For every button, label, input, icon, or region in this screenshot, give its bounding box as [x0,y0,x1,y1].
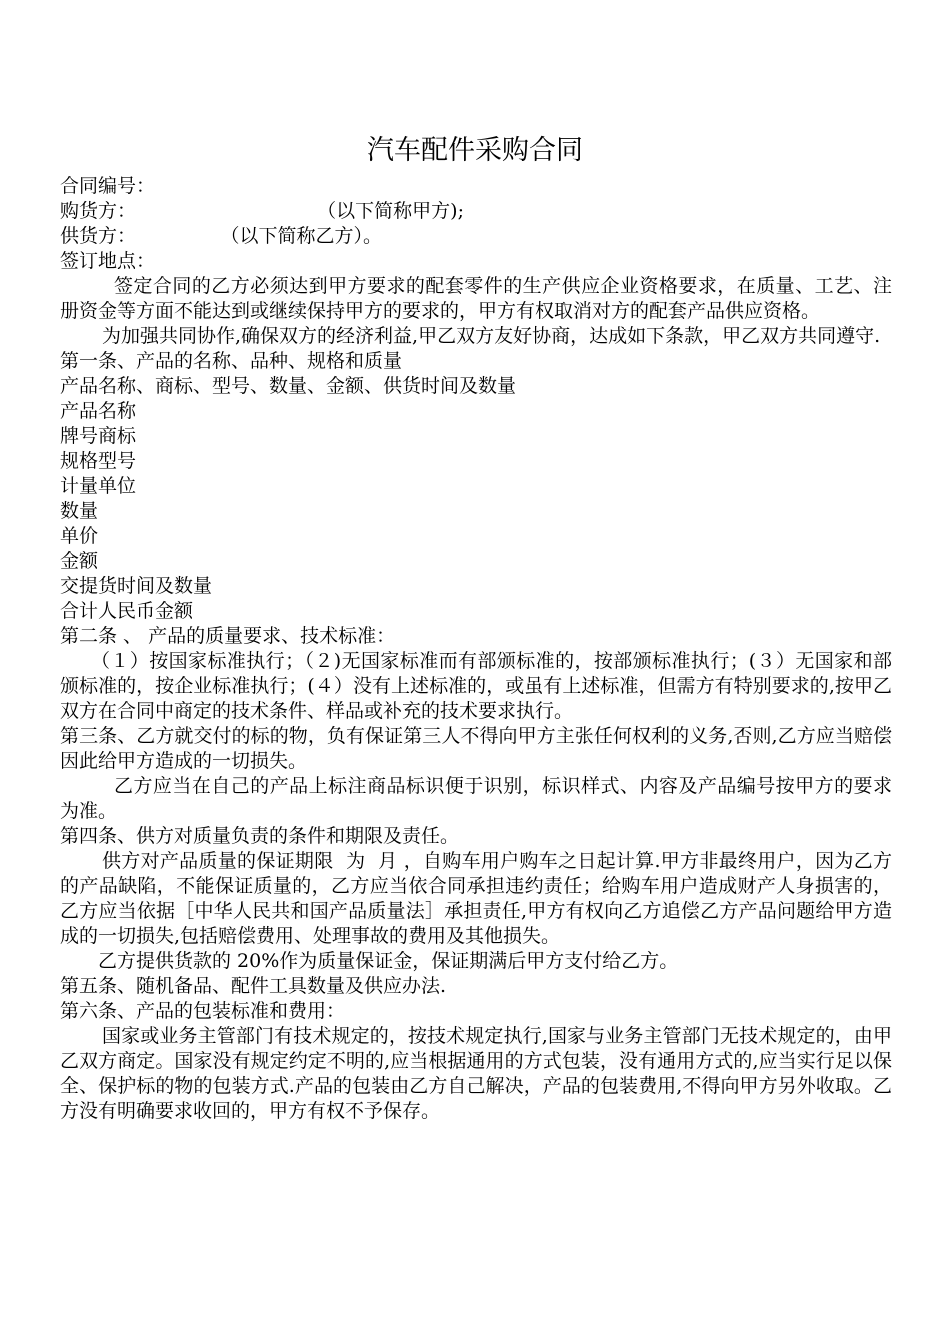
paragraph: 为加强共同协作,确保双方的经济利益,甲乙双方友好协商，达成如下条款，甲乙双方共同遵守. [102,325,881,347]
paragraph: 乙方应当在自己的产品上标注商品标识便于识别，标识样式、内容及产品编号按甲方的要求为准。 [60,775,892,822]
paragraph: 第五条、随机备品、配件工具数量及供应办法. [60,975,447,997]
paragraph: 签订地点： [60,250,156,272]
paragraph: 产品名称 [60,400,137,422]
paragraph: 产品名称、商标、型号、数量、金额、供货时间及数量 [60,375,517,397]
paragraph: 合同编号： [60,175,156,197]
paragraph: 计量单位 [60,475,137,497]
paragraph: 第六条、产品的包装标准和费用： [60,1000,346,1022]
paragraph: 签定合同的乙方必须达到甲方要求的配套零件的生产供应企业资格要求，在质量、工艺、注册资金等方面不能达到或继续保持甲方的要求的，甲方有权取消对方的配套产品供应资格。 [60,275,892,322]
paragraph: 国家或业务主管部门有技术规定的，按技术规定执行,国家与业务主管部门无技术规定的，由甲乙双方商定。国家没有规定约定不明的,应当根据通用的方式包装，没有通用方式的,应当实行足以保全、保护标的物的包装方式.产品的包装由乙方自己解决，产品的包装费用,不得向甲方另外收取。乙方没有明确要求收回的，甲方有权不予保存。 [60,1025,892,1122]
paragraph: 供方对产品质量的保证期限 为 月 ，自购车用户购车之日起计算.甲方非最终用户，因为乙方的产品缺陷，不能保证质量的，乙方应当依合同承担违约责任；给购车用户造成财产人身损害的，乙方应当依据［中华人民共和国产品质量法］承担责任,甲方有权向乙方追偿乙方产品问题给甲方造成的一切损失,包括赔偿费用、处理事故的费用及其他损失。 [60,850,892,947]
paragraph: 第一条、产品的名称、品种、规格和质量 [60,350,403,372]
paragraph: 购货方： （以下简称甲方); [60,200,465,222]
paragraph: 金额 [60,550,99,572]
document-title: 汽车配件采购合同 [367,135,583,166]
paragraph: 合计人民币金额 [60,600,194,622]
paragraph: 规格型号 [60,450,137,472]
paragraph: 第四条、供方对质量负责的条件和期限及责任。 [60,825,460,847]
paragraph: 供货方： （以下简称乙方）。 [60,225,383,247]
paragraph: 第二条 、 产品的质量要求、技术标准： [60,625,396,647]
paragraph: 数量 [60,500,99,522]
document-body [60,174,892,1124]
paragraph: 单价 [60,525,99,547]
paragraph: 牌号商标 [60,425,137,447]
paragraph: 第三条、乙方就交付的标的物，负有保证第三人不得向甲方主张任何权利的义务,否则,乙方应当赔偿因此给甲方造成的一切损失。 [60,725,892,772]
paragraph: （１）按国家标准执行；（２)无国家标准而有部颁标准的，按部颁标准执行；(３）无国家和部颁标准的，按企业标准执行；(４）没有上述标准的，或虽有上述标准，但需方有特别要求的,按甲乙双方在合同中商定的技术条件、样品或补充的技术要求执行。 [60,650,892,722]
paragraph: 乙方提供货款的 20%作为质量保证金，保证期满后甲方支付给乙方。 [98,950,679,972]
paragraph: 交提货时间及数量 [60,575,213,597]
